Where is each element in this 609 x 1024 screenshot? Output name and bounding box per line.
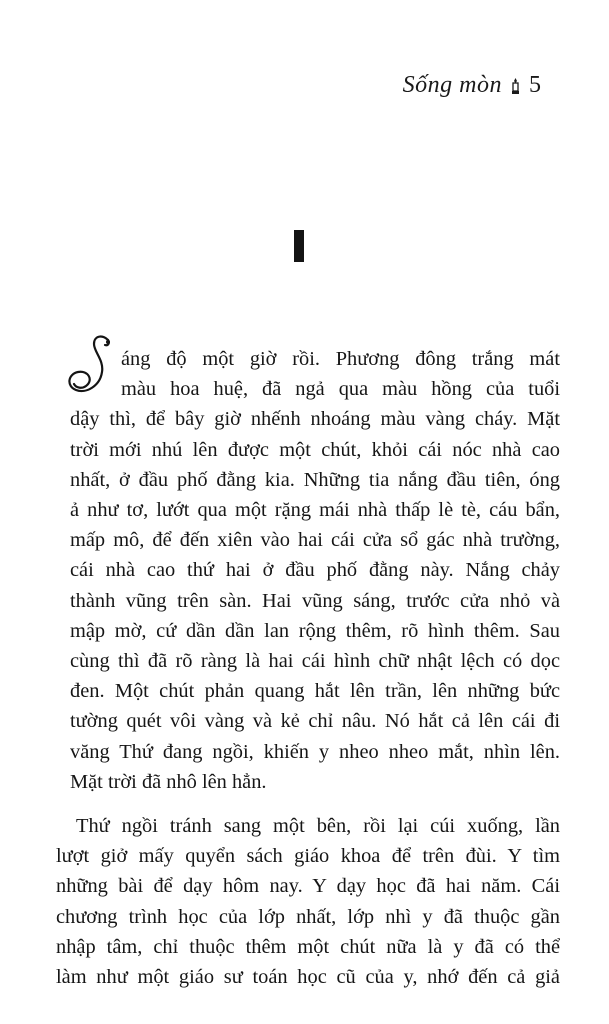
text-line: Mặt trời đã nhô lên hẳn. [70, 770, 267, 793]
text-line: đen. Một chút phản quang hắt lên trần, lên những bức [70, 680, 560, 703]
text-line: lượt giở mấy quyển sách giáo khoa để trên đùi. Y tìm [56, 845, 560, 868]
text-line: nhập tâm, chỉ thuộc thêm một chút nữa là y đã có thể [56, 935, 560, 958]
book-title: Sống mòn [402, 72, 502, 98]
drop-cap-s-ornament [64, 334, 114, 398]
text-line: những bài để dạy hôm nay. Y dạy học đã hai năm. Cái [56, 875, 560, 898]
text-line: làm như một giáo sư toán học cũ của y, nhớ đến cả giả [56, 966, 560, 989]
running-header [403, 72, 541, 99]
text-line: nhất, ở đầu phố đằng kia. Những tia nắng đầu tiên, óng [70, 468, 560, 491]
text-line: cùng thì đã rõ ràng là hai cái hình chữ nhật lệch có dọc [70, 650, 560, 673]
text-line: dậy thì, để bây giờ nhếnh nhoáng màu vàng cháy. Mặt [70, 408, 560, 431]
text-line: thành vũng trên sàn. Hai vũng sáng, trước cửa nhỏ và [70, 589, 560, 612]
text-line: tường quét vôi vàng và kẻ chỉ nâu. Nó hắt cả lên cái đi [70, 710, 560, 733]
text-line: ả như tơ, lướt qua một rặng mái nhà thấp lè tè, cáu bẩn, [70, 499, 560, 522]
body-text [56, 344, 560, 992]
text-line: cái nhà cao thứ hai ở đầu phố đằng này. Nắng chảy [70, 559, 560, 582]
text-line: màu hoa huệ, đã ngả qua màu hồng của tuổi [121, 378, 560, 401]
text-line: mấp mô, để đến xiên vào hai cái cửa sổ gác nhà trường, [70, 529, 560, 552]
candle-ornament-icon [511, 78, 520, 94]
text-line: văng Thứ đang ngồi, khiến y nheo nheo mắt, nhìn lên. [70, 740, 560, 763]
page-number: 5 [529, 72, 541, 98]
text-line: Thứ ngồi tránh sang một bên, rồi lại cúi xuống, lần [76, 815, 560, 838]
chapter-number [294, 230, 304, 262]
text-line: trời mới nhú lên được một chút, khỏi cái nóc nhà cao [70, 438, 560, 461]
text-line: áng độ một giờ rồi. Phương đông trắng mát [121, 348, 560, 370]
paragraph [56, 811, 560, 992]
text-line: mập mờ, cứ dần dần lan rộng thêm, rõ hình thêm. Sau [70, 619, 560, 642]
paragraph [70, 344, 560, 797]
text-line: chương trình học của lớp nhất, lớp nhì y đã thuộc gần [56, 905, 560, 928]
